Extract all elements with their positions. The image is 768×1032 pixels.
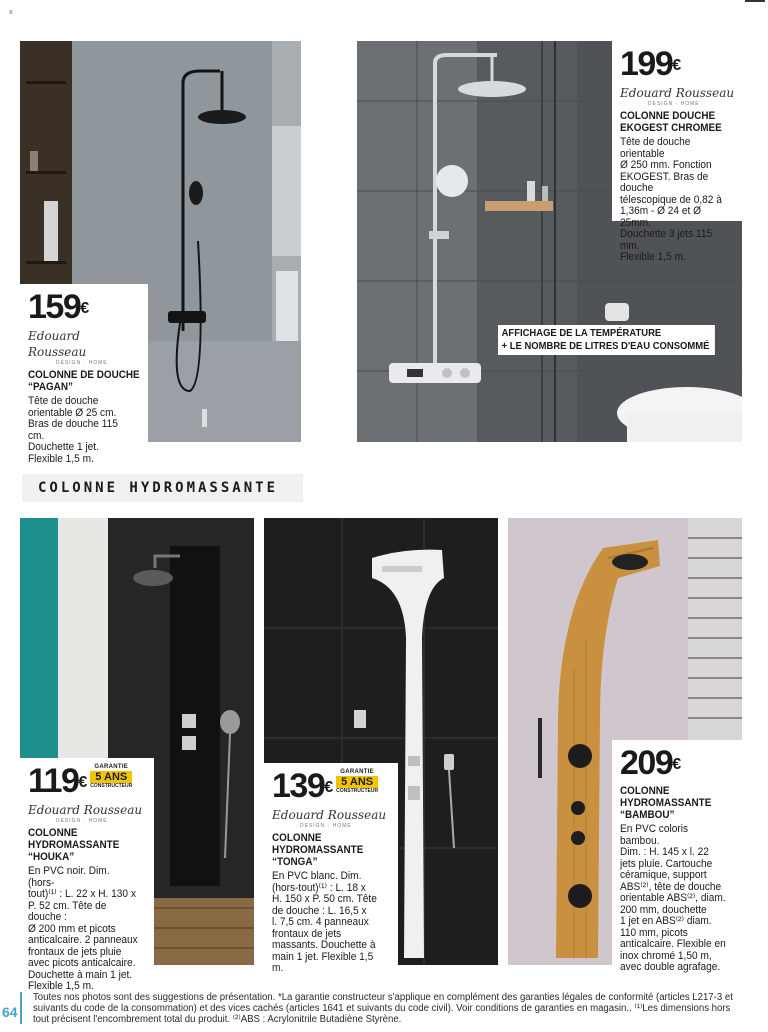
price: 139€ [272,767,334,805]
brand-signature: Edouard Rousseau [272,808,387,822]
product-card-tonga [264,763,398,974]
product-card-houka [20,758,154,992]
price: 199€ [620,45,682,83]
brand-subtitle: DESIGN · HOME [648,101,700,107]
product-name: COLONNE HYDROMASSANTE “BAMBOU” [620,785,712,821]
temperature-callout: AFFICHAGE DE LA TEMPÉRATURE + LE NOMBRE DE LITRES D'EAU CONSOMMÉ [498,325,715,355]
price: 119€ [28,762,88,800]
product-name: COLONNE DE DOUCHE “PAGAN” [28,369,140,393]
brand-signature: Edouard Rousseau [28,803,143,817]
page-number-divider [20,992,22,1024]
product-description: Tête de douche orientable Ø 250 mm. Fonction EKOGEST. Bras de douche télescopique de 0,82 à 1,36m - Ø 24 et Ø 25mm. Douchette 3 jets 115 mm. Flexible 1,5 m. [620,136,722,263]
product-name: COLONNE HYDROMASSANTE “TONGA” [272,832,364,868]
crop-mark [745,0,765,2]
brand-subtitle: DESIGN · HOME [56,818,108,824]
price: 159€ [28,288,90,326]
price: 209€ [620,744,682,782]
product-name: COLONNE DOUCHE EKOGEST CHROMEE [620,110,722,134]
warranty-badge: GARANTIE 5 ANS CONSTRUCTEUR [90,764,133,789]
product-description: Tête de douche orientable Ø 25 cm. Bras de douche 115 cm. Douchette 1 jet. Flexible 1,5 m. [28,395,118,465]
footer-disclaimer: Toutes nos photos sont des suggestions de présentation. *La garantie constructeur s'applique en complément des garanties légales de conformité (articles L217-3 et suivants du code de la consommation) et des vices cachés (articles 1641 et suivants du code civil). Voir conditions de garanties en magasin.. ⁽¹⁾Les dimensions hors tout précisent l'encombrement total du produit. ⁽²⁾ABS : Acrylonitrile Butadiène Styrène. [33,992,733,1026]
product-description: En PVC blanc. Dim. (hors-tout)⁽¹⁾ : L. 18 x H. 150 x P. 50 cm. Tête de douche : L. 16,5 x l. 7,5 cm. 4 panneaux frontaux de jets massants. Douchette à main 1 jet. Flexible 1,5 m. [272,870,377,974]
product-name: COLONNE HYDROMASSANTE “HOUKA” [28,827,120,863]
brand-subtitle: DESIGN · HOME [56,360,108,366]
product-card-ekogest [612,41,742,263]
page-number: 64 [2,1004,18,1020]
brand-signature: Edouard Rousseau [28,329,87,359]
product-description: En PVC noir. Dim. (hors- tout)⁽¹⁾ : L. 22 x H. 130 x P. 52 cm. Tête de douche : Ø 200 mm et picots anticalcaire. 2 panneaux frontaux de jets pluie avec picots anticalcaire. Douchette à main 1 jet. Flexible 1,5 m. [28,865,138,992]
brand-signature: Edouard Rousseau [620,86,735,100]
product-card-bambou [612,740,742,973]
brand-subtitle: DESIGN · HOME [300,823,352,829]
section-title: COLONNE HYDROMASSANTE [22,474,303,502]
product-description: En PVC coloris bambou. Dim. : H. 145 x l. 22 jets pluie. Cartouche céramique, support ABS⁽²⁾, tête de douche orientable ABS⁽²⁾, diam. 200 mm, douchette 1 jet en ABS⁽²⁾ diam. 110 mm, picots anticalcaire. Flexible en inox chromé 1,50 m, avec double agrafage. [620,823,726,973]
product-card-pagan [20,284,148,465]
crop-mark: ≡ [9,10,13,16]
warranty-badge: GARANTIE 5 ANS CONSTRUCTEUR [336,769,379,794]
